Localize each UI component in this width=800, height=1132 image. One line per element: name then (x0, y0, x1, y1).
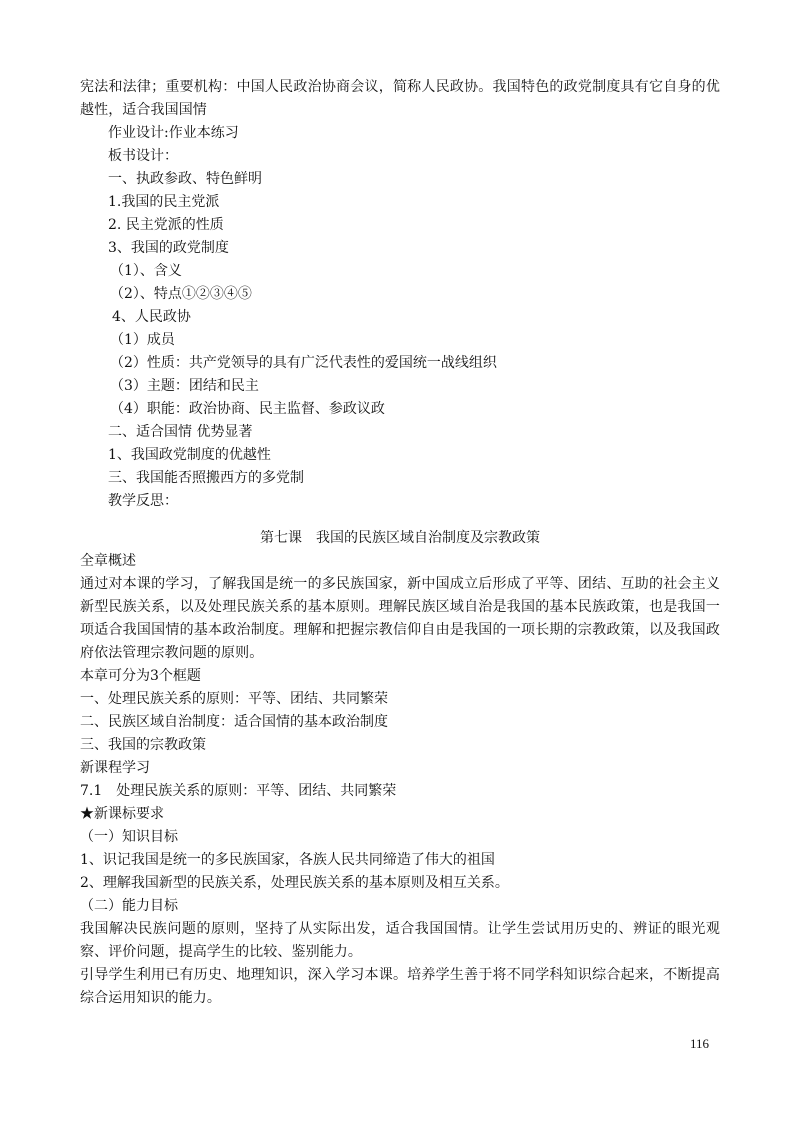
overview-heading: 全章概述 (80, 553, 136, 569)
board-line: （2）、特点①②③④⑤ (110, 286, 252, 302)
intro-paragraph: 宪法和法律；重要机构：中国人民政治协商会议，简称人民政协。我国特色的政党制度具有它自身的优越性，适合我国国情 (80, 79, 720, 118)
board-line: 1.我国的民主党派 (108, 194, 220, 210)
board-line: 4、人民政协 (112, 309, 191, 325)
ability-paragraph: 我国解决民族问题的原则，坚持了从实际出发，适合我国国情。让学生尝试用历史的、辨证的眼光观察、评价问题，提高学生的比较、鉴别能力。 (80, 921, 720, 960)
frames-intro: 本章可分为3个框题 (80, 668, 201, 684)
overview-paragraph: 通过对本课的学习，了解我国是统一的多民族国家，新中国成立后形成了平等、团结、互助的社会主义新型民族关系，以及处理民族关系的基本原则。理解民族区域自治是我国的基本民族政策，也是我国一项适合我国国情的基本政治制度。理解和把握宗教信仰自由是我国的一项长期的宗教政策，以及我国政府依法管理宗教问题的原则。 (80, 576, 720, 661)
homework-line: 作业设计:作业本练习 (108, 125, 239, 141)
document-page (80, 76, 720, 1010)
board-line: 2. 民主党派的性质 (108, 217, 224, 233)
board-line: （1）成员 (110, 332, 175, 348)
board-line: 一、执政参政、特色鲜明 (108, 171, 262, 187)
board-line: （4）职能：政治协商、民主监督、参政议政 (110, 401, 385, 417)
board-line: 3、我国的政党制度 (108, 240, 229, 256)
board-design-label: 板书设计： (108, 148, 178, 164)
frame-item: 一、处理民族关系的原则：平等、团结、共同繁荣 (80, 691, 388, 707)
knowledge-heading: （一）知识目标 (80, 829, 178, 845)
lesson-title: 第七课 我国的民族区域自治制度及宗教政策 (260, 530, 540, 546)
standards-heading: ★新课标要求 (80, 806, 164, 822)
ability-paragraph: 引导学生利用已有历史、地理知识，深入学习本课。培养学生善于将不同学科知识综合起来，不断提高综合运用知识的能力。 (80, 967, 720, 1006)
board-line: 1、我国政党制度的优越性 (108, 447, 271, 463)
board-line: （3）主题：团结和民主 (110, 378, 259, 394)
frame-item: 二、民族区域自治制度：适合国情的基本政治制度 (80, 714, 388, 730)
board-line: 二、适合国情 优势显著 (108, 424, 253, 440)
page-number: 116 (690, 1036, 710, 1051)
reflection-label: 教学反思： (108, 493, 178, 509)
knowledge-item: 2、理解我国新型的民族关系，处理民族关系的基本原则及相互关系。 (80, 875, 509, 891)
board-line: （1）、含义 (110, 263, 182, 279)
frame-item: 三、我国的宗教政策 (80, 737, 206, 753)
board-outline (80, 168, 720, 490)
ability-heading: （二）能力目标 (80, 898, 178, 914)
board-line: 三、我国能否照搬西方的多党制 (108, 470, 304, 486)
new-course-heading: 新课程学习 (80, 760, 150, 776)
knowledge-item: 1、识记我国是统一的多民族国家，各族人民共同缔造了伟大的祖国 (80, 852, 495, 868)
board-line: （2）性质：共产党领导的具有广泛代表性的爱国统一战线组织 (110, 355, 497, 371)
section-title: 7.1 处理民族关系的原则：平等、团结、共同繁荣 (80, 783, 397, 799)
